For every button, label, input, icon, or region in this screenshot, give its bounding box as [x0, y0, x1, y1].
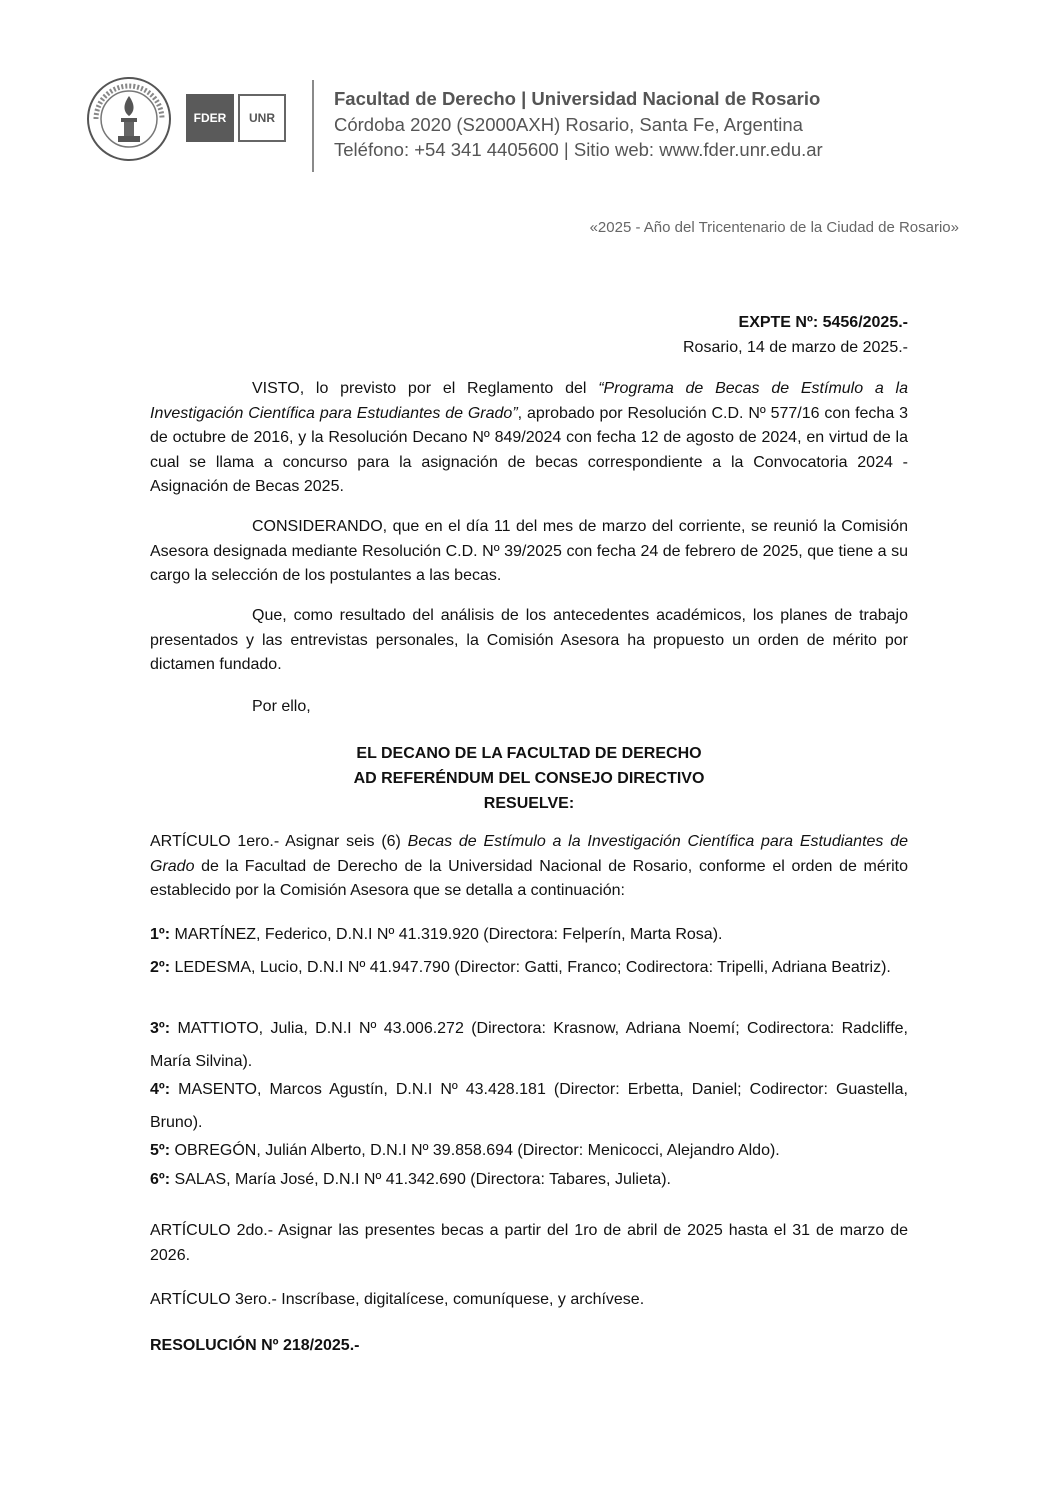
resolution-heading — [150, 741, 908, 816]
header-divider — [312, 80, 314, 172]
expediente-number: EXPTE Nº: 5456/2025.- — [738, 314, 908, 331]
list-item-text: MASENTO, Marcos Agustín, D.N.I Nº 43.428.181 (Director: Erbetta, Daniel; Codirector: Guastella, Bruno). — [150, 1081, 908, 1131]
list-item-rank: 1º: — [150, 926, 171, 943]
list-item-text: MARTÍNEZ, Federico, D.N.I Nº 41.319.920 (Directora: Felperín, Marta Rosa). — [170, 926, 723, 943]
fder-logo: FDER — [186, 94, 234, 142]
resolution-number: RESOLUCIÓN Nº 218/2025.- — [150, 1337, 360, 1354]
article-2: ARTÍCULO 2do.- Asignar las presentes becas a partir del 1ro de abril de 2025 hasta el 31 de marzo de 2026. — [150, 1222, 908, 1264]
heading-line-2: AD REFERÉNDUM DEL CONSEJO DIRECTIVO — [353, 770, 705, 787]
list-item-rank: 2º: — [150, 959, 171, 976]
article-3: ARTÍCULO 3ero.- Inscríbase, digitalícese, comuníquese, y archívese. — [150, 1291, 645, 1308]
que-text: Que, como resultado del análisis de los antecedentes académicos, los planes de trabajo presentados y las entrevistas personales, la Comisión Asesora ha propuesto un orden de mérito por dictamen fundado. — [150, 607, 908, 673]
visto-paragraph — [150, 377, 908, 500]
por-ello — [150, 695, 908, 720]
article-1-text-a: ARTÍCULO 1ero.- Asignar seis (6) — [150, 833, 408, 850]
article-1-program: Becas de Estímulo a la Investigación Científica para Estudiantes de Grado — [150, 833, 908, 875]
list-item — [150, 1012, 908, 1078]
list-item-text: SALAS, María José, D.N.I Nº 41.342.690 (Directora: Tabares, Julieta). — [170, 1171, 671, 1188]
article-1-text-c: de la Facultad de Derecho de la Universidad Nacional de Rosario, conforme el orden de mérito establecido por la Comisión Asesora que se detalla a continuación: — [150, 857, 908, 899]
visto-program-name: “Programa de Becas de Estímulo a la Investigación Científica para Estudiantes de Grado” — [150, 380, 908, 422]
list-item-text: MATTIOTO, Julia, D.N.I Nº 43.006.272 (Directora: Krasnow, Adriana Noemí; Codirectora: Radcliffe, María Silvina). — [150, 1020, 908, 1070]
que-paragraph — [150, 604, 908, 678]
considerando-text: CONSIDERANDO, que en el día 11 del mes de marzo del corriente, se reunió la Comisión Asesora designada mediante Resolución C.D. Nº 39/2025 con fecha 24 de febrero de 2025, que tiene a su cargo la selección de los postulantes a las becas. — [150, 518, 908, 584]
list-item-rank: 6º: — [150, 1171, 171, 1188]
list-item — [150, 1073, 908, 1139]
letterhead — [0, 0, 1058, 236]
year-motto: «2025 - Año del Tricentenario de la Ciudad de Rosario» — [589, 219, 959, 236]
heading-line-3: RESUELVE: — [483, 795, 575, 812]
institution-name: Facultad de Derecho | Universidad Nacional de Rosario — [334, 88, 821, 109]
visto-text-c: , aprobado por Resolución C.D. Nº 577/16 con fecha 3 de octubre de 2016, y la Resolución Decano Nº 849/2024 con fecha 12 de agosto de 2024, en virtud de la cual se llama a concurso para la asignación de becas correspondiente a la Convocatoria 2024 - Asignación de Becas 2025. — [150, 404, 908, 495]
list-item-rank: 3º: — [150, 1020, 171, 1037]
list-item — [150, 951, 908, 984]
list-item-text: OBREGÓN, Julián Alberto, D.N.I Nº 39.858.694 (Director: Menicocci, Alejandro Aldo). — [170, 1142, 780, 1159]
unr-logo: UNR — [238, 94, 286, 142]
institution-contact: Teléfono: +54 341 4405600 | Sitio web: www.fder.unr.edu.ar — [334, 139, 823, 160]
university-seal-icon — [86, 76, 172, 162]
list-item-rank: 5º: — [150, 1142, 171, 1159]
list-item — [150, 918, 908, 951]
article-1 — [150, 830, 908, 904]
list-item — [150, 1163, 908, 1196]
list-item-text: LEDESMA, Lucio, D.N.I Nº 41.947.790 (Director: Gatti, Franco; Codirectora: Tripelli, Adriana Beatriz). — [170, 959, 891, 976]
considerando-paragraph — [150, 515, 908, 589]
list-item-rank: 4º: — [150, 1081, 171, 1098]
heading-line-1: EL DECANO DE LA FACULTAD DE DERECHO — [356, 745, 702, 762]
por-ello-text: Por ello, — [252, 698, 311, 715]
institution-address: Córdoba 2020 (S2000AXH) Rosario, Santa Fe, Argentina — [334, 114, 803, 135]
visto-text-a: VISTO, lo previsto por el Reglamento del — [252, 380, 599, 397]
place-date: Rosario, 14 de marzo de 2025.- — [682, 339, 908, 356]
